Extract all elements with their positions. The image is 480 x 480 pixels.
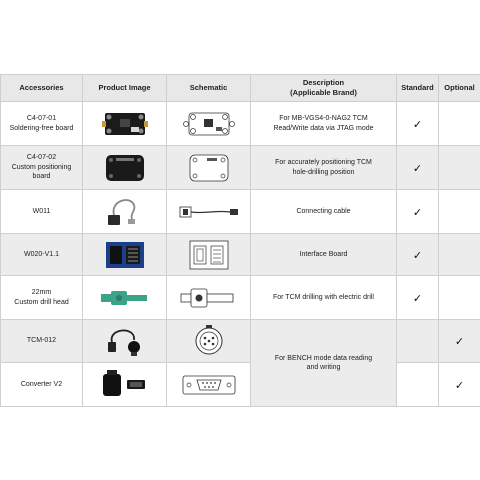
header-schematic: Schematic <box>167 75 251 102</box>
standard-cell <box>397 102 439 146</box>
accessories-table <box>0 74 480 407</box>
accessory-label: Soldering-free board <box>9 124 74 132</box>
table-row <box>1 102 480 146</box>
description-cell <box>251 276 397 320</box>
product-image-cell <box>83 276 167 320</box>
check-icon: ✓ <box>454 379 465 392</box>
header-description <box>251 75 397 102</box>
optional-cell <box>439 234 480 276</box>
optional-cell <box>439 363 480 407</box>
product-image-cell <box>83 190 167 234</box>
description-line: Read/Write data via JTAG mode <box>273 124 374 132</box>
header-description-sub: (Applicable Brand) <box>290 88 357 97</box>
table-row <box>1 234 480 276</box>
check-icon: ✓ <box>412 206 423 219</box>
check-icon: ✓ <box>412 118 423 131</box>
standard-cell <box>397 190 439 234</box>
accessory-code: C4-07-01 <box>26 115 57 122</box>
description-line: Connecting cable <box>296 207 351 215</box>
schematic-cell <box>167 234 251 276</box>
standard-cell <box>397 234 439 276</box>
table-row <box>1 276 480 320</box>
accessory-code: 22mm <box>31 289 52 296</box>
converter-photo <box>97 368 153 402</box>
cable-schematic <box>176 202 242 222</box>
drill-head-photo <box>97 283 153 313</box>
optional-cell <box>439 102 480 146</box>
table-row <box>1 146 480 190</box>
accessory-label: Custom drill head <box>14 298 69 306</box>
description-line: hole-drilling position <box>292 168 355 176</box>
schematic-cell <box>167 363 251 407</box>
header-product-image: Product Image <box>83 75 167 102</box>
table-row <box>1 320 480 363</box>
cable-photo <box>100 193 150 231</box>
schematic-cell <box>167 320 251 363</box>
accessory-name-cell <box>1 276 83 320</box>
soldering-board-schematic <box>183 107 235 141</box>
description-line: Interface Board <box>299 250 348 258</box>
product-image-cell <box>83 102 167 146</box>
description-line: For TCM drilling with electric drill <box>272 293 374 301</box>
accessory-name-cell <box>1 234 83 276</box>
standard-cell <box>397 146 439 190</box>
description-cell <box>251 146 397 190</box>
table-row <box>1 190 480 234</box>
check-icon: ✓ <box>412 292 423 305</box>
optional-cell <box>439 190 480 234</box>
header-optional: Optional <box>439 75 480 102</box>
description-cell <box>251 190 397 234</box>
description-line: For MB-VGS4-0-NAG2 TCM <box>279 115 368 122</box>
converter-schematic <box>179 372 239 398</box>
tcm-cable-photo <box>100 322 150 360</box>
accessory-code: TCM-012 <box>26 337 57 345</box>
interface-board-schematic <box>183 238 235 272</box>
positioning-board-schematic <box>183 151 235 185</box>
positioning-board-photo <box>100 151 150 185</box>
optional-cell <box>439 276 480 320</box>
description-cell <box>251 102 397 146</box>
description-cell <box>251 320 397 407</box>
standard-cell <box>397 320 439 363</box>
header-row <box>1 75 480 102</box>
drill-head-schematic <box>177 283 241 313</box>
optional-cell <box>439 320 480 363</box>
description-cell <box>251 234 397 276</box>
accessory-name-cell <box>1 102 83 146</box>
accessory-code: W020-V1.1 <box>23 250 60 258</box>
description-line: For accurately positioning TCM <box>275 159 372 166</box>
table-row <box>1 363 480 407</box>
accessory-name-cell <box>1 320 83 363</box>
check-icon: ✓ <box>412 249 423 262</box>
accessory-label: Custom positioning board <box>11 163 72 181</box>
product-image-cell <box>83 146 167 190</box>
check-icon: ✓ <box>412 162 423 175</box>
accessory-code: W011 <box>32 207 51 215</box>
accessory-code: C4-07-02 <box>26 154 57 162</box>
accessory-name-cell <box>1 190 83 234</box>
standard-cell <box>397 363 439 407</box>
schematic-cell <box>167 102 251 146</box>
header-standard: Standard <box>397 75 439 102</box>
header-accessories: Accessories <box>1 75 83 102</box>
standard-cell <box>397 276 439 320</box>
check-icon: ✓ <box>454 336 465 348</box>
description-line: For BENCH mode data reading <box>274 354 373 362</box>
schematic-cell <box>167 190 251 234</box>
schematic-cell <box>167 146 251 190</box>
tcm-cable-schematic <box>183 323 235 359</box>
product-image-cell <box>83 320 167 363</box>
schematic-cell <box>167 276 251 320</box>
soldering-board-photo <box>100 107 150 141</box>
interface-board-photo <box>100 238 150 272</box>
optional-cell <box>439 146 480 190</box>
accessory-code: Converter V2 <box>20 380 63 388</box>
accessory-name-cell <box>1 146 83 190</box>
header-description-title: Description <box>302 78 345 87</box>
description-line: and writing <box>306 364 341 371</box>
product-image-cell <box>83 234 167 276</box>
accessory-name-cell <box>1 363 83 407</box>
product-image-cell <box>83 363 167 407</box>
